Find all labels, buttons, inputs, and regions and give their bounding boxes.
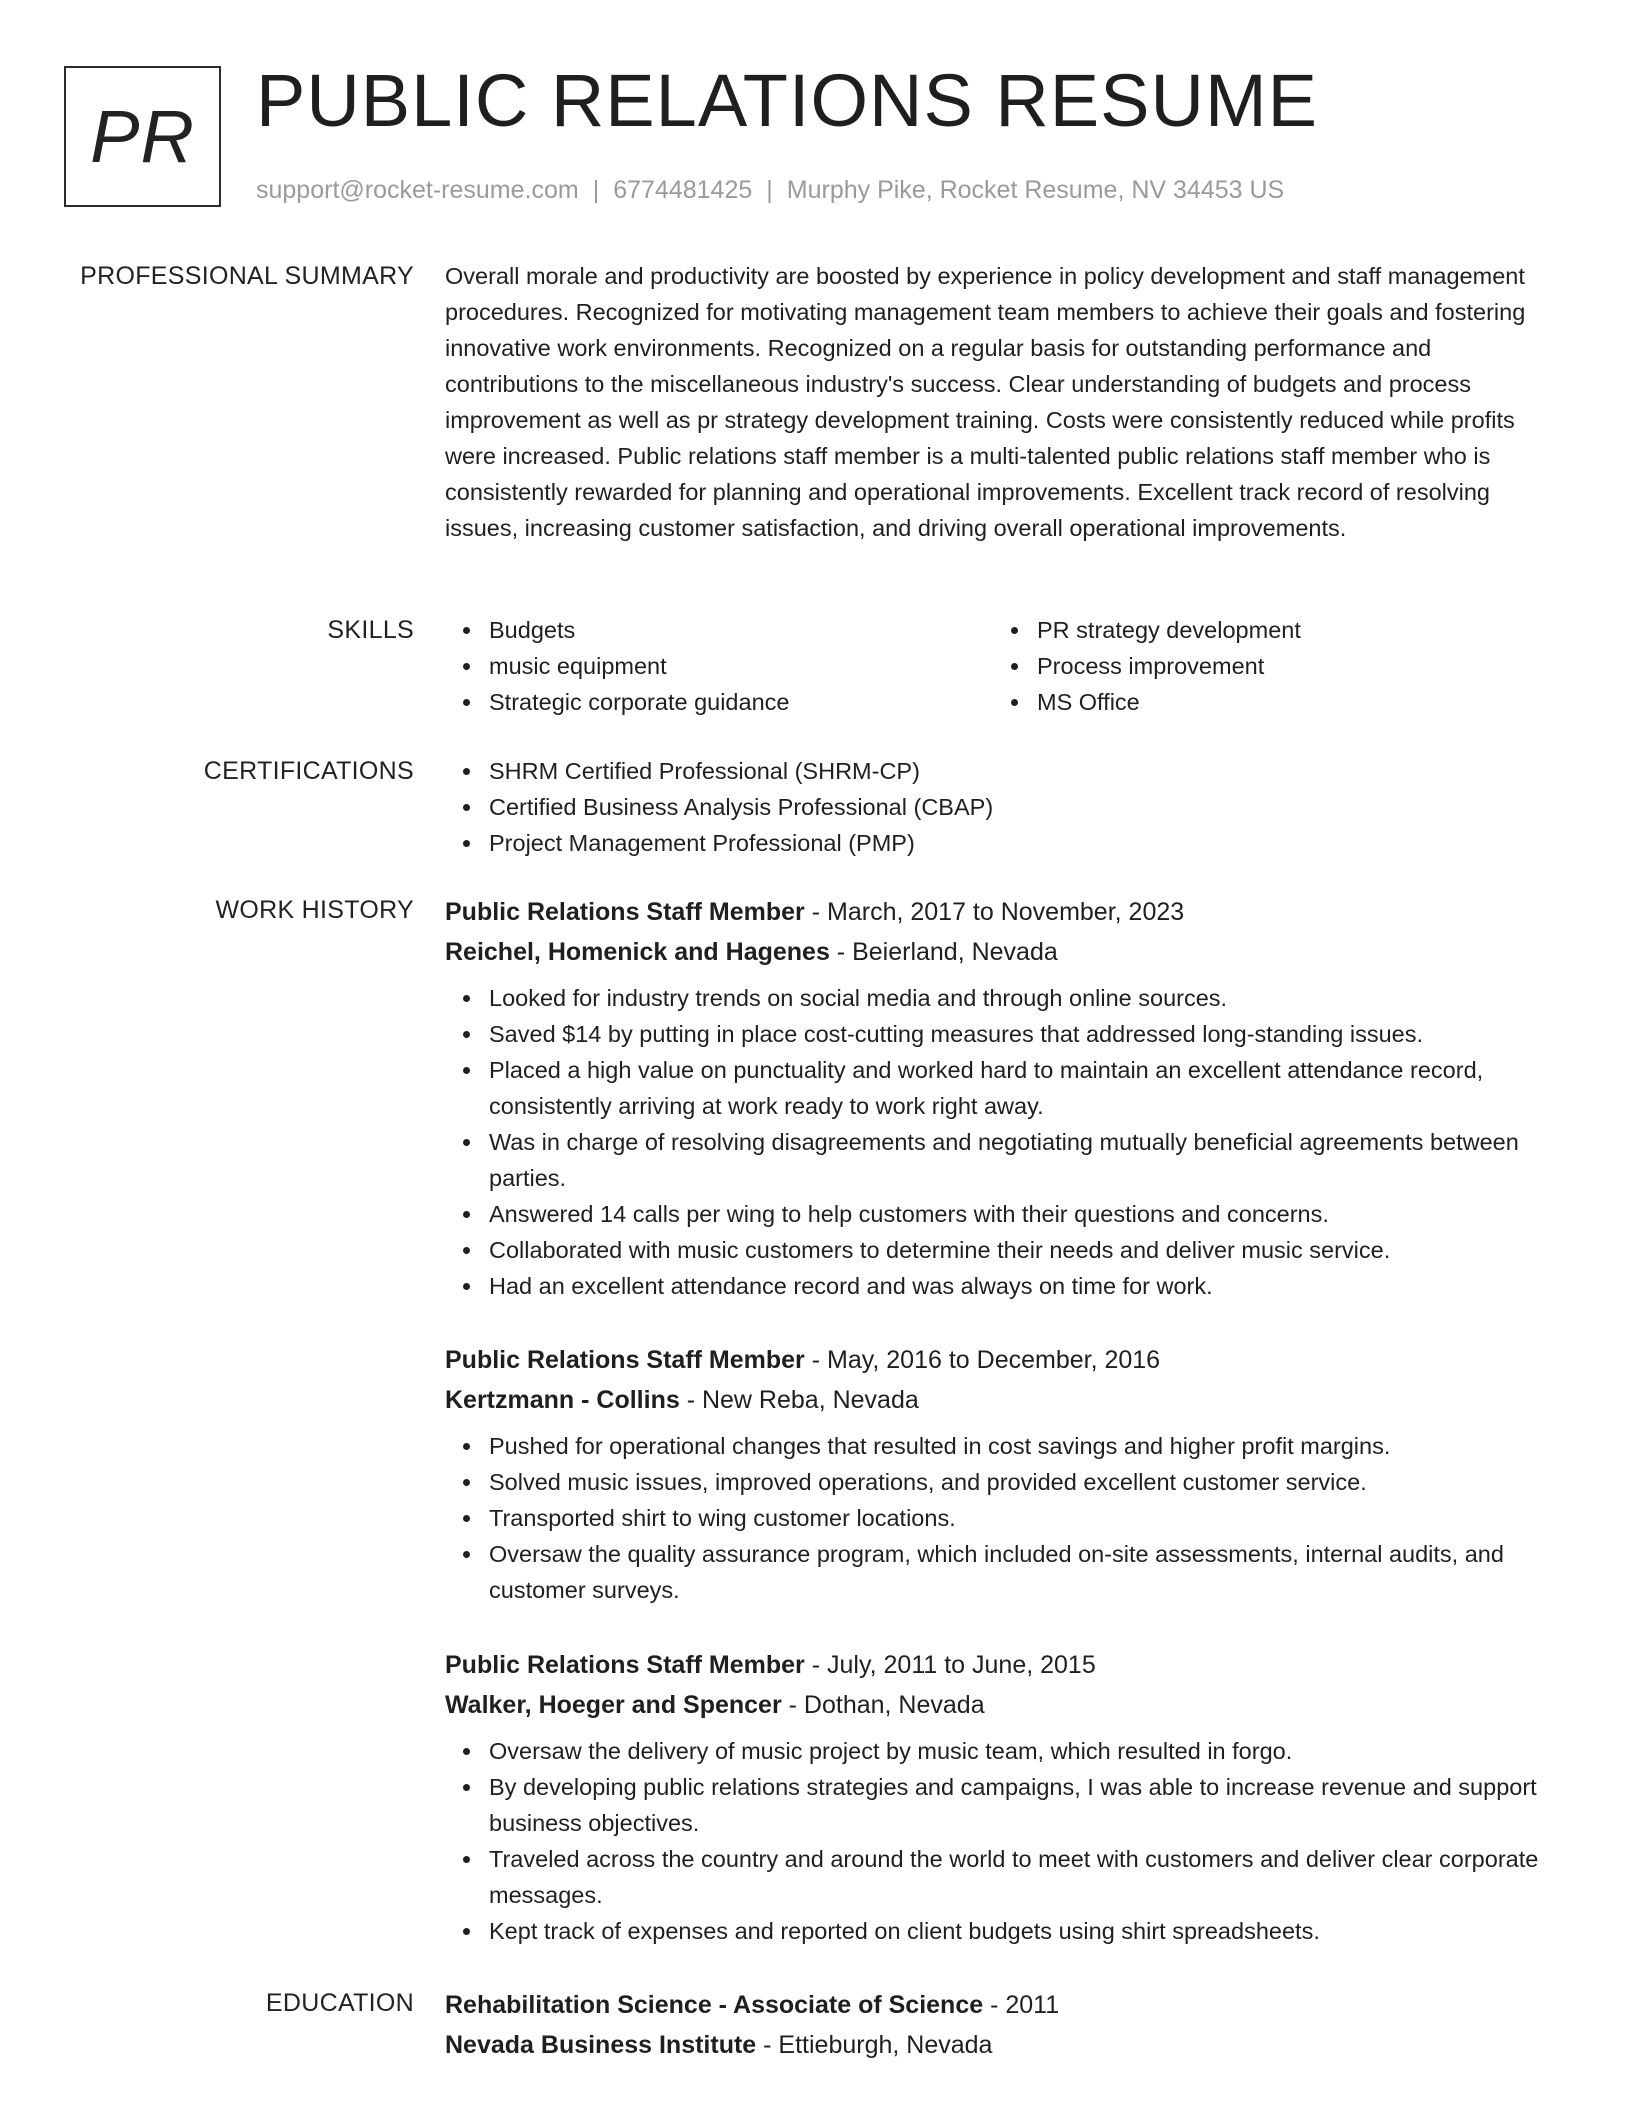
job-bullet: Oversaw the delivery of music project by music team, which resulted in forgo. (489, 1733, 1560, 1769)
job-title-line (445, 892, 1560, 932)
education-school: Nevada Business Institute (445, 2031, 757, 2059)
job-bullet: Kept track of expenses and reported on client budgets using shirt spreadsheets. (489, 1913, 1560, 1949)
education-heading: EDUCATION (265, 1989, 414, 2017)
skill-item: music equipment (489, 648, 993, 684)
education-school-line (445, 2025, 1560, 2065)
resume-title: PUBLIC RELATIONS RESUME (256, 59, 1318, 142)
contact-separator: | (766, 176, 773, 204)
skills-grid (445, 612, 1560, 720)
monogram-box (64, 66, 221, 207)
job-bullet: Solved music issues, improved operations, and provided excellent customer service. (489, 1464, 1560, 1500)
contact-separator: | (592, 176, 600, 204)
job-location: - New Reba, Nevada (679, 1386, 919, 1414)
job-bullet: Placed a high value on punctuality and worked hard to maintain an excellent attendance record, consistently arriving at work ready to work right away. (489, 1052, 1560, 1124)
job-bullet: By developing public relations strategies and campaigns, I was able to increase revenue and support business objectives. (489, 1769, 1560, 1841)
job-title: Public Relations Staff Member (445, 1346, 805, 1374)
job-entry (445, 892, 1560, 1304)
job-entry (445, 1340, 1560, 1608)
job-location: - Beierland, Nevada (829, 938, 1058, 966)
job-bullet: Was in charge of resolving disagreements and negotiating mutually beneficial agreements between parties. (489, 1124, 1560, 1196)
certification-item: SHRM Certified Professional (SHRM-CP) (489, 753, 1560, 789)
skills-heading: SKILLS (327, 616, 414, 644)
contact-email[interactable]: support@rocket-resume.com (256, 176, 579, 204)
job-company: Walker, Hoeger and Spencer (445, 1691, 782, 1719)
education-location: - Ettieburgh, Nevada (756, 2031, 993, 2059)
job-bullet: Answered 14 calls per wing to help customers with their questions and concerns. (489, 1196, 1560, 1232)
job-bullet: Had an excellent attendance record and was always on time for work. (489, 1268, 1560, 1304)
job-bullets (445, 1428, 1560, 1608)
job-company-line (445, 1380, 1560, 1420)
job-company: Reichel, Homenick and Hagenes (445, 938, 830, 966)
job-bullet: Oversaw the quality assurance program, which included on-site assessments, internal audits, and customer surveys. (489, 1536, 1560, 1608)
skill-item: Strategic corporate guidance (489, 684, 993, 720)
skill-item: Budgets (489, 612, 993, 648)
job-dates: - May, 2016 to December, 2016 (804, 1346, 1161, 1374)
summary-text: Overall morale and productivity are boosted by experience in policy development and staff management procedures. Recognized for motivating management team members to achieve their goals and fostering innovative work environments. Recognized on a regular basis for outstanding performance and contributions to the miscellaneous industry's success. Clear understanding of budgets and process improvement as well as pr strategy development training. Costs were consistently reduced while profits were increased. Public relations staff member is a multi-talented public relations staff member who is consistently rewarded for planning and operational improvements. Excellent track record of resolving issues, increasing customer satisfaction, and driving overall operational improvements. (445, 263, 1526, 541)
job-dates: - March, 2017 to November, 2023 (804, 898, 1185, 926)
education-degree: Rehabilitation Science - Associate of Science (445, 1991, 984, 2019)
job-bullet: Collaborated with music customers to determine their needs and deliver music service. (489, 1232, 1560, 1268)
certifications-heading: CERTIFICATIONS (203, 757, 414, 785)
contact-phone[interactable]: 6774481425 (613, 176, 753, 204)
job-title-line (445, 1645, 1560, 1685)
certification-item: Certified Business Analysis Professional (CBAP) (489, 789, 1560, 825)
contact-line (256, 174, 1284, 206)
job-dates: - July, 2011 to June, 2015 (804, 1651, 1096, 1679)
job-bullets (445, 1733, 1560, 1949)
skills-list-right (993, 612, 1541, 720)
job-entry (445, 1645, 1560, 1949)
job-company-line (445, 1685, 1560, 1725)
job-bullet: Saved $14 by putting in place cost-cutting measures that addressed long-standing issues. (489, 1016, 1560, 1052)
job-company: Kertzmann - Collins (445, 1386, 680, 1414)
skill-item: Process improvement (1037, 648, 1541, 684)
education-year: - 2011 (983, 1991, 1060, 2019)
certifications-list (445, 753, 1560, 861)
job-bullets (445, 980, 1560, 1304)
skill-item: MS Office (1037, 684, 1541, 720)
job-title: Public Relations Staff Member (445, 1651, 805, 1679)
education-degree-line (445, 1985, 1560, 2025)
contact-address: Murphy Pike, Rocket Resume, NV 34453 US (786, 176, 1285, 204)
job-bullet: Traveled across the country and around the world to meet with customers and deliver clear corporate messages. (489, 1841, 1560, 1913)
skills-list-left (445, 612, 993, 720)
job-bullet: Pushed for operational changes that resulted in cost savings and higher profit margins. (489, 1428, 1560, 1464)
work-history-heading: WORK HISTORY (215, 896, 414, 924)
job-title: Public Relations Staff Member (445, 898, 805, 926)
job-title-line (445, 1340, 1560, 1380)
certification-item: Project Management Professional (PMP) (489, 825, 1560, 861)
summary-heading: PROFESSIONAL SUMMARY (80, 262, 414, 290)
job-location: - Dothan, Nevada (781, 1691, 985, 1719)
job-bullet: Transported shirt to wing customer locations. (489, 1500, 1560, 1536)
job-company-line (445, 932, 1560, 972)
skill-item: PR strategy development (1037, 612, 1541, 648)
job-bullet: Looked for industry trends on social media and through online sources. (489, 980, 1560, 1016)
monogram-initials: PR (90, 95, 195, 178)
